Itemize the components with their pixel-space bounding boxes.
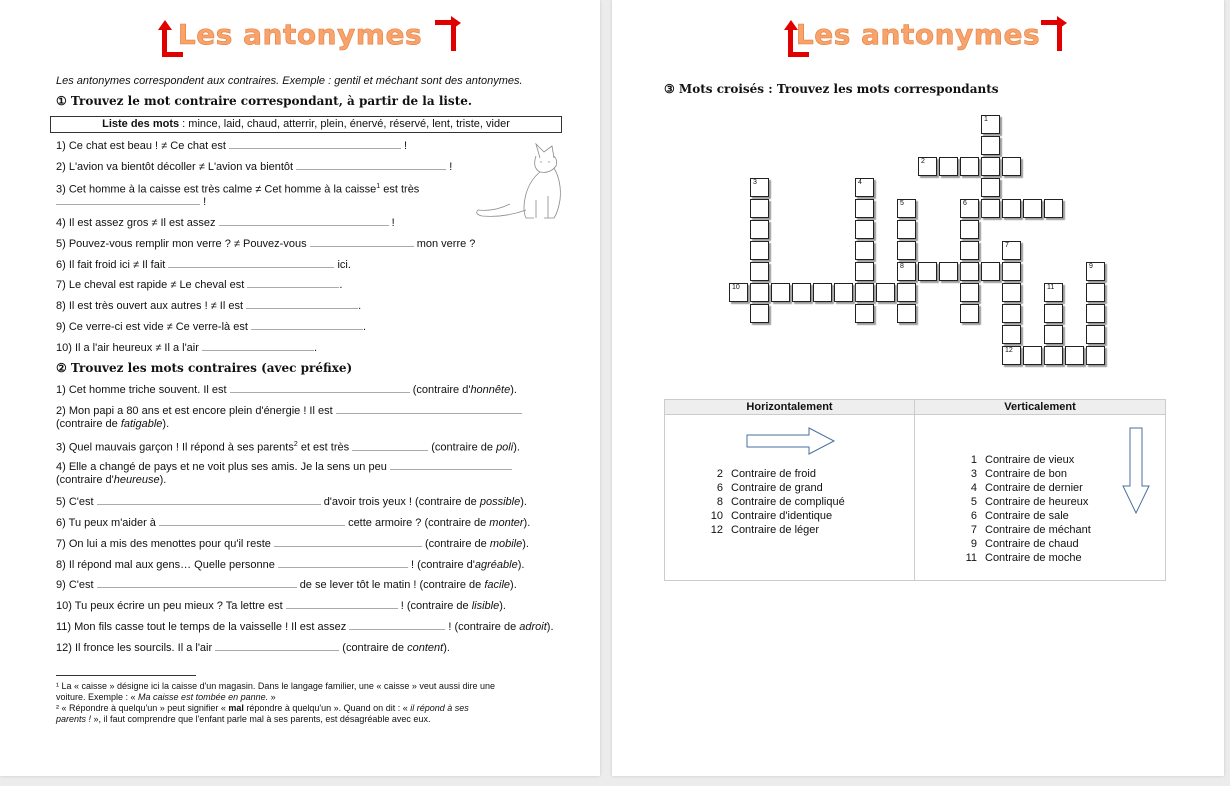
crossword-cell[interactable] (939, 262, 958, 281)
answer-blank[interactable] (352, 440, 428, 451)
crossword-cell[interactable] (918, 262, 937, 281)
intro-text: Les antonymes correspondent aux contraires. Exemple : gentil et méchant sont des antonymes. (56, 75, 523, 87)
crossword-cell[interactable] (750, 178, 769, 197)
exercise1-item: 4) Il est assez gros ≠ Il est assez ! (56, 217, 395, 229)
clue-vertical: 7 Contraire de méchant (970, 524, 1091, 536)
answer-blank[interactable] (215, 640, 339, 651)
answer-blank[interactable] (349, 619, 445, 630)
answer-blank[interactable] (56, 194, 200, 205)
crossword-cell[interactable] (981, 199, 1000, 218)
crossword-cell[interactable] (855, 304, 874, 323)
clue-vertical: 9 Contraire de chaud (970, 538, 1079, 550)
exercise2-item: 2) Mon papi a 80 ans et est encore plein d'énergie ! Il est (56, 403, 522, 418)
crossword-cell[interactable] (876, 283, 895, 302)
crossword-cell[interactable] (1086, 346, 1105, 365)
answer-blank[interactable] (202, 340, 314, 351)
crossword-cell[interactable] (1044, 199, 1063, 218)
word-list-box (50, 116, 562, 133)
crossword-cell[interactable] (750, 262, 769, 281)
clue-vertical: 6 Contraire de sale (970, 510, 1069, 522)
crossword-cell[interactable] (855, 241, 874, 260)
crossword-cell[interactable] (1086, 325, 1105, 344)
crossword-cell[interactable] (855, 283, 874, 302)
worksheet-page-left (0, 0, 600, 776)
clue-horizontal: 8 Contraire de compliqué (716, 496, 845, 508)
crossword-number: 8 (900, 263, 904, 270)
clue-vertical: 3 Contraire de bon (970, 468, 1067, 480)
crossword-cell[interactable] (981, 262, 1000, 281)
exercise1-item: 1) Ce chat est beau ! ≠ Ce chat est ! (56, 140, 408, 152)
crossword-cell[interactable] (981, 136, 1000, 155)
clue-vertical: 1 Contraire de vieux (970, 454, 1075, 466)
title-banner (728, 14, 1108, 64)
crossword-cell[interactable] (1002, 199, 1021, 218)
crossword-cell[interactable] (1065, 346, 1084, 365)
answer-blank[interactable] (310, 236, 414, 247)
exercise2-item: 6) Tu peux m'aider à cette armoire ? (contraire de monter). (56, 517, 531, 529)
crossword-cell[interactable] (1023, 199, 1042, 218)
clues-table (664, 399, 1166, 581)
crossword-cell[interactable] (897, 220, 916, 239)
section3-heading: ③ Mots croisés : Trouvez les mots correspondants (664, 82, 999, 96)
answer-blank[interactable] (246, 298, 358, 309)
answer-blank[interactable] (251, 319, 363, 330)
crossword-cell[interactable] (897, 283, 916, 302)
red-corner-arrow-icon (1041, 20, 1062, 51)
crossword-cell[interactable] (897, 241, 916, 260)
clue-horizontal: 10 Contraire d'identique (710, 510, 833, 522)
answer-blank[interactable] (274, 536, 422, 547)
answer-blank[interactable] (229, 138, 401, 149)
crossword-cell[interactable] (897, 199, 916, 218)
exercise1-item-cont: ! (56, 194, 206, 209)
header-horizontal: Horizontalement (665, 400, 914, 415)
crossword-number: 7 (1005, 242, 1009, 249)
exercise2-item: 9) C'est de se lever tôt le matin ! (contraire de facile). (56, 579, 517, 591)
page-title: Les antonymes (795, 18, 1041, 51)
crossword-cell[interactable] (960, 220, 979, 239)
crossword-cell[interactable] (1002, 304, 1021, 323)
exercise2-item-cont: (contraire de fatigable). (56, 418, 170, 430)
crossword-cell[interactable] (960, 304, 979, 323)
answer-blank[interactable] (390, 459, 512, 470)
exercise2-item: 1) Cet homme triche souvent. Il est (contraire d'honnête). (56, 384, 517, 396)
exercise1-item: 8) Il est très ouvert aux autres ! ≠ Il est . (56, 300, 362, 312)
crossword-cell[interactable] (939, 157, 958, 176)
exercise2-item-cont: (contraire d'heureuse). (56, 474, 167, 486)
answer-blank[interactable] (159, 515, 345, 526)
arrow-right-icon (745, 426, 837, 456)
worksheet-page-right (612, 0, 1224, 776)
word-list-label: Liste des mots (102, 118, 180, 130)
exercise2-item: 8) Il répond mal aux gens… Quelle personne ! (contraire d'agréable). (56, 559, 525, 571)
answer-blank[interactable] (286, 598, 398, 609)
exercise1-item: 10) Il a l'air heureux ≠ Il a l'air . (56, 342, 318, 354)
crossword-cell[interactable] (960, 262, 979, 281)
crossword-cell[interactable] (1044, 283, 1063, 302)
clue-vertical: 4 Contraire de dernier (970, 482, 1083, 494)
crossword-cell[interactable] (855, 262, 874, 281)
cat-drawing-icon (470, 138, 580, 226)
exercise1-item: 9) Ce verre-ci est vide ≠ Ce verre-là est . (56, 321, 366, 333)
clue-vertical: 11 Contraire de moche (965, 552, 1082, 564)
exercise1-item: 2) L'avion va bientôt décoller ≠ L'avion va bientôt ! (56, 161, 453, 173)
section1-heading: ① Trouvez le mot contraire correspondant, à partir de la liste. (56, 94, 473, 108)
exercise1-item: 6) Il fait froid ici ≠ Il fait ici. (56, 259, 351, 271)
crossword-cell[interactable] (918, 157, 937, 176)
answer-blank[interactable] (97, 577, 297, 588)
exercise2-item: 12) Il fronce les sourcils. Il a l'air (contraire de content). (56, 642, 450, 654)
answer-blank[interactable] (97, 494, 321, 505)
crossword-cell[interactable] (750, 304, 769, 323)
crossword-cell[interactable] (750, 241, 769, 260)
section2-heading: ② Trouvez les mots contraires (avec préfixe) (56, 361, 353, 375)
crossword-cell[interactable] (897, 262, 916, 281)
crossword-cell[interactable] (960, 199, 979, 218)
crossword-cell[interactable] (1044, 325, 1063, 344)
crossword-cell[interactable] (1086, 283, 1105, 302)
crossword-number: 12 (1005, 347, 1013, 354)
answer-blank[interactable] (296, 159, 446, 170)
answer-blank[interactable] (230, 382, 410, 393)
crossword-cell[interactable] (981, 178, 1000, 197)
arrow-down-icon (1121, 426, 1151, 516)
answer-blank[interactable] (336, 403, 522, 414)
exercise1-item: 7) Le cheval est rapide ≠ Le cheval est . (56, 279, 343, 291)
crossword-cell[interactable] (792, 283, 811, 302)
clue-horizontal: 12 Contraire de léger (710, 524, 820, 536)
page-title: Les antonymes (177, 18, 423, 51)
exercise1-item: 5) Pouvez-vous remplir mon verre ? ≠ Pouvez-vous mon verre ? (56, 238, 476, 250)
crossword-cell[interactable] (750, 220, 769, 239)
clue-vertical: 5 Contraire de heureux (970, 496, 1089, 508)
crossword-number: 9 (1089, 263, 1093, 270)
footnote-separator (56, 675, 196, 676)
crossword-number: 11 (1047, 284, 1055, 291)
crossword-cell[interactable] (855, 178, 874, 197)
exercise2-item: 3) Quel mauvais garçon ! Il répond à ses parents$^2$ et est très (contraire de poli). (56, 441, 520, 454)
crossword-number: 1 (984, 116, 988, 123)
answer-blank[interactable] (219, 215, 389, 226)
crossword-cell[interactable] (1002, 262, 1021, 281)
clue-horizontal: 6 Contraire de grand (716, 482, 823, 494)
answer-blank[interactable] (168, 257, 334, 268)
footnote-1: ¹ La « caisse » désigne ici la caisse d'un magasin. Dans le langage familier, une « caisse » veut aussi dire une voiture. Exemple : « Ma caisse est tombée en panne. » (56, 681, 495, 702)
crossword-cell[interactable] (1002, 346, 1021, 365)
crossword-number: 4 (858, 179, 862, 186)
crossword-cell[interactable] (813, 283, 832, 302)
exercise2-item: 11) Mon fils casse tout le temps de la vaisselle ! Il est assez ! (contraire de adroit). (56, 621, 554, 633)
crossword-cell[interactable] (960, 241, 979, 260)
title-banner (110, 14, 490, 64)
exercise2-item: 4) Elle a changé de pays et ne voit plus ses amis. Je la sens un peu (56, 459, 512, 474)
crossword-cell[interactable] (1023, 346, 1042, 365)
crossword-cell[interactable] (750, 283, 769, 302)
crossword-cell[interactable] (1086, 304, 1105, 323)
crossword-number: 2 (921, 158, 925, 165)
crossword-number: 10 (732, 284, 740, 291)
word-list: : mince, laid, chaud, atterrir, plein, énervé, réservé, lent, triste, vider (179, 118, 510, 130)
crossword-cell[interactable] (1002, 283, 1021, 302)
crossword-cell[interactable] (981, 115, 1000, 134)
crossword-number: 3 (753, 179, 757, 186)
crossword-number: 6 (963, 200, 967, 207)
crossword-cell[interactable] (1002, 157, 1021, 176)
exercise2-item: 5) C'est d'avoir trois yeux ! (contraire de possible). (56, 496, 527, 508)
crossword-cell[interactable] (855, 220, 874, 239)
exercise2-item: 7) On lui a mis des menottes pour qu'il reste (contraire de mobile). (56, 538, 529, 550)
crossword-cell[interactable] (1002, 325, 1021, 344)
red-corner-arrow-icon (435, 20, 456, 51)
crossword-cell[interactable] (729, 283, 748, 302)
exercise1-item: 3) Cet homme à la caisse est très calme ≠ Cet homme à la caisse$^1$ est très (56, 183, 420, 196)
exercise2-item: 10) Tu peux écrire un peu mieux ? Ta lettre est ! (contraire de lisible). (56, 600, 506, 612)
crossword-cell[interactable] (981, 157, 1000, 176)
crossword-cell[interactable] (1002, 241, 1021, 260)
crossword-cell[interactable] (1086, 262, 1105, 281)
crossword-number: 5 (900, 200, 904, 207)
clue-horizontal: 2 Contraire de froid (716, 468, 816, 480)
crossword-cell[interactable] (1044, 304, 1063, 323)
crossword-cell[interactable] (897, 304, 916, 323)
answer-blank[interactable] (247, 277, 339, 288)
footnote-2: ² « Répondre à quelqu'un » peut signifier « mal répondre à quelqu'un ». Quand on dit : « il répond à ses parents ! », il faut comprendre que l'enfant parle mal à ses parents, est désagréable avec eux. (56, 703, 469, 724)
crossword-cell[interactable] (834, 283, 853, 302)
crossword-cell[interactable] (855, 199, 874, 218)
crossword-cell[interactable] (771, 283, 790, 302)
crossword-cell[interactable] (960, 283, 979, 302)
header-vertical: Verticalement (915, 400, 1165, 415)
crossword-cell[interactable] (750, 199, 769, 218)
crossword-cell[interactable] (1044, 346, 1063, 365)
answer-blank[interactable] (278, 557, 408, 568)
crossword-cell[interactable] (960, 157, 979, 176)
